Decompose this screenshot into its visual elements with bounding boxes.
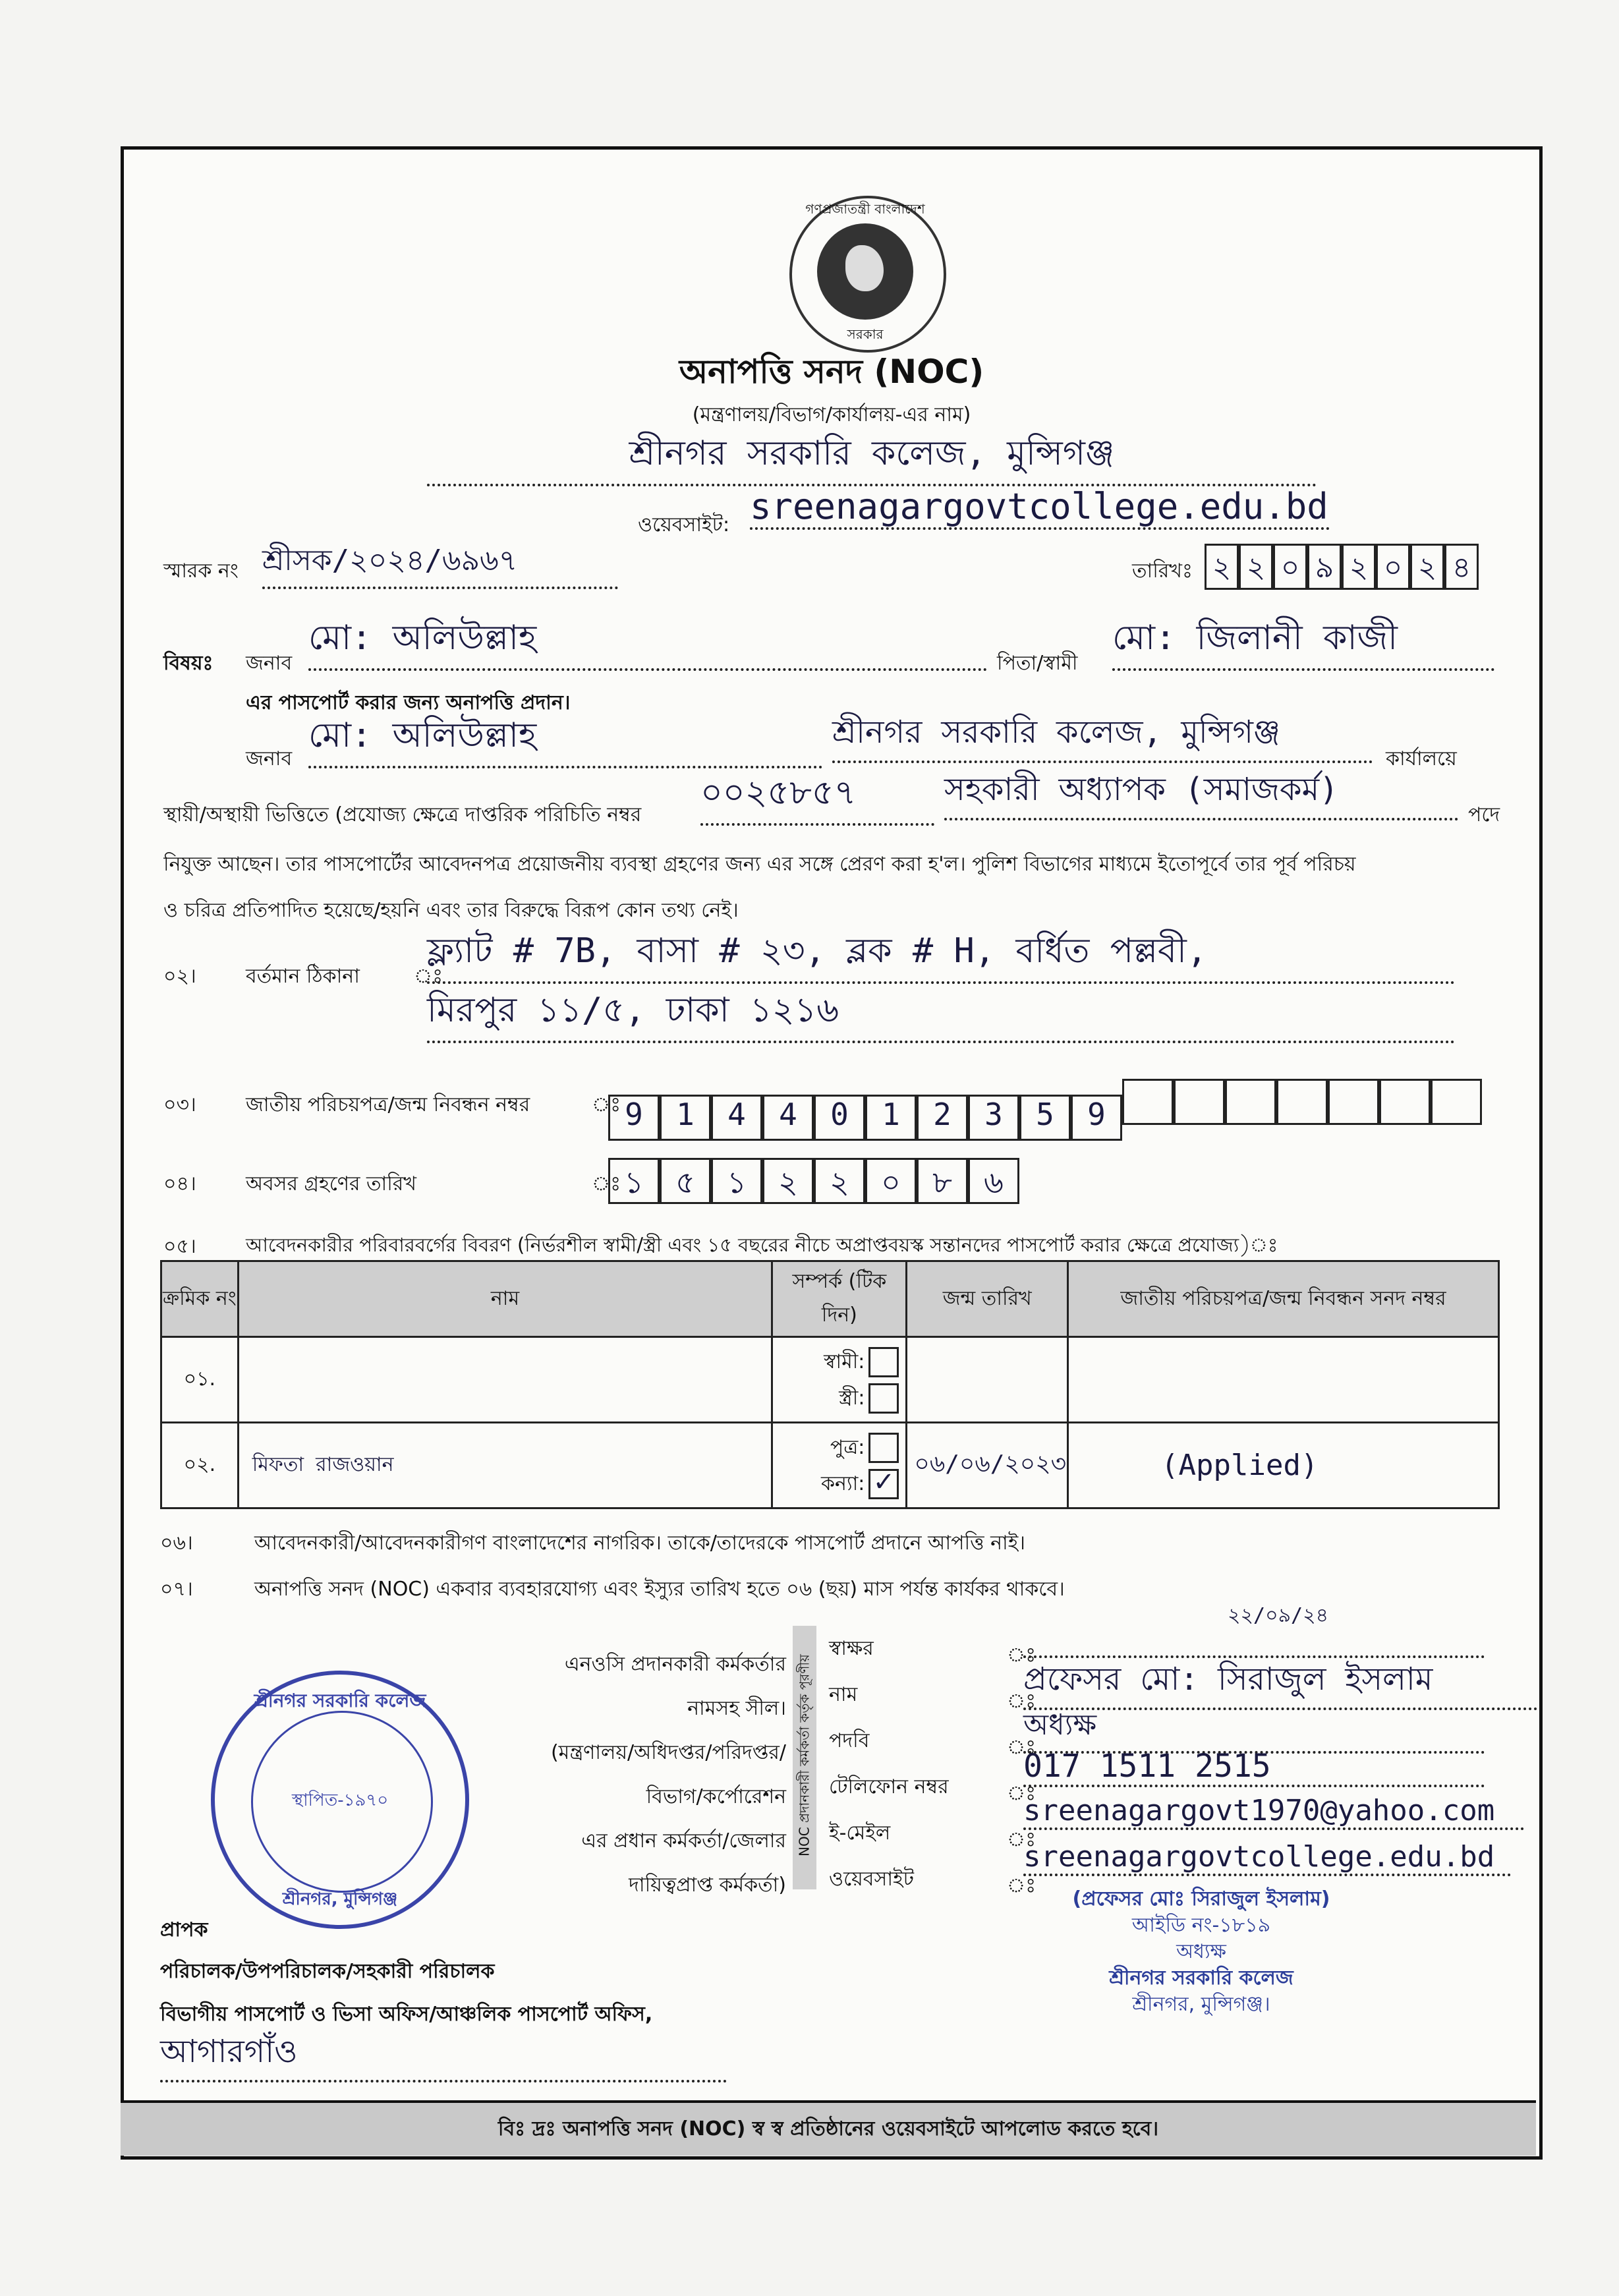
body-office: শ্রীনগর সরকারি কলেজ, মুন্সিগঞ্জ	[832, 708, 1373, 763]
designation: সহকারী অধ্যাপক (সমাজকর্ম)	[944, 766, 1458, 820]
body-line3: নিযুক্ত আছেন। তার পাসপোর্টের আবেদনপত্র প্রয়োজনীয় ব্যবস্থা গ্রহণের জন্য এর সঙ্গে প্রেরণ করা হ'ল। পুলিশ বিভাগের মাধ্যমে ইতোপূর্বে তার পূর্ব পরিচয়	[163, 853, 1356, 876]
nid-digit: 5	[1019, 1095, 1071, 1141]
retire-digit: ২	[762, 1158, 814, 1204]
body-line2-prefix: স্থায়ী/অস্থায়ী ভিত্তিতে (প্রযোজ্য ক্ষেত্রে দাপ্তরিক পরিচিতি নম্বর	[163, 803, 642, 826]
memo-label: স্মারক নং	[163, 560, 239, 583]
relation-wife-label: স্ত্রী:	[839, 1386, 865, 1410]
email-label: ই-মেইল	[829, 1822, 891, 1845]
clause6-text: আবেদনকারী/আবেদনকারীগণ বাংলাদেশের নাগরিক। তাকে/তাদেরকে পাসপোর্ট প্রদানে আপত্তি নাই।	[254, 1532, 1026, 1555]
footer-note: বিঃ দ্রঃ অনাপত্তি সনদ (NOC) স্ব স্ব প্রতিষ্ঠানের ওয়েবসাইটে আপলোড করতে হবে।	[497, 2117, 1159, 2140]
address-line1: ফ্ল্যাট # 7B, বাসা # ২৩, ব্লক # H, বর্ধিত পল্লবী,	[427, 924, 1455, 984]
retire-digit: ৬	[968, 1158, 1019, 1204]
subject-name: মো: অলিউল্লাহ	[308, 611, 987, 671]
office-suffix: কার্যালয়ে	[1386, 747, 1457, 770]
th-name: নাম	[238, 1261, 772, 1337]
footer-note-band	[121, 2100, 1536, 2156]
officer-desc	[509, 1642, 786, 1907]
retire-digit: ২	[814, 1158, 865, 1204]
id-number: ০০২৫৮৫৭	[700, 766, 934, 826]
date-digit: ২	[1205, 544, 1239, 590]
document-title: অনাপত্তি সনদ (NOC)	[679, 353, 984, 391]
address-label: বর্তমান ঠিকানা	[246, 965, 360, 988]
stamp-inner-text: স্থাপিত-১৯৭০	[291, 1791, 389, 1810]
retire-digit: ৫	[660, 1158, 711, 1204]
college-round-stamp	[211, 1671, 469, 1929]
date-digit: ৪	[1444, 544, 1479, 590]
officer-website: sreenagargovtcollege.edu.bd	[1023, 1840, 1511, 1876]
retire-label: অবসর গ্রহণের তারিখ	[246, 1172, 416, 1195]
noc-vertical-label: NOC প্রদানকারী কর্মকর্তা কর্তৃক পূরণীয়	[796, 1654, 812, 1856]
nid-digit: 1	[660, 1095, 711, 1141]
body-name: মো: অলিউল্লাহ	[308, 708, 822, 768]
family-label: আবেদনকারীর পরিবারবর্গের বিবরণ (নির্ভরশীল স্বামী/স্ত্রী এবং ১৫ বছরের নীচে অপ্রাপ্তবয়স্ক সন্তানদের পাসপোর্ট করার ক্ষেত্রে প্রযোজ্য)ঃ	[246, 1234, 1278, 1256]
signature-date: ২২/০৯/২৪	[1228, 1604, 1329, 1627]
officer-desc-line: এনওসি প্রদানকারী কর্মকর্তার	[564, 1653, 786, 1676]
row-nid: (Applied)	[1068, 1423, 1499, 1508]
subject-label: বিষয়ঃ	[163, 652, 213, 675]
recipient-label: প্রাপক	[160, 1918, 208, 1941]
row-serial: ০২.	[161, 1423, 239, 1508]
date-digit: ০	[1376, 544, 1410, 590]
officer-desc-line: নামসহ সীল।	[687, 1697, 786, 1720]
subject-purpose: এর পাসপোর্ট করার জন্য অনাপত্তি প্রদান।	[246, 691, 571, 714]
retire-num: ০৪।	[163, 1172, 196, 1195]
seal-bottom-text: সরকার	[847, 326, 884, 342]
relation-daughter-label: কন্যা:	[821, 1472, 865, 1495]
body-line4: ও চরিত্র প্রতিপাদিত হয়েছে/হয়নি এবং তার বিরুদ্ধে বিরূপ কোন তথ্য নেই।	[163, 899, 739, 922]
th-nid: জাতীয় পরিচয়পত্র/জন্ম নিবন্ধন সনদ নম্বর	[1068, 1261, 1499, 1337]
officer-desc-line: বিভাগ/কর্পোরেশন	[646, 1785, 786, 1808]
th-serial: ক্রমিক নং	[161, 1261, 239, 1337]
name-label: নাম	[829, 1683, 858, 1706]
phone-label: টেলিফোন নম্বর	[829, 1775, 949, 1798]
officer-phone: 017 1511 2515	[1023, 1748, 1485, 1787]
principal-stamp	[977, 1886, 1425, 2018]
date-digit: ০	[1273, 544, 1307, 590]
nid-digit: 1	[865, 1095, 917, 1141]
date-digit: ৯	[1307, 544, 1342, 590]
designation-label: পদবি	[829, 1729, 870, 1752]
stamp-line: (প্রফেসর মোঃ সিরাজুল ইসলাম)	[1072, 1887, 1330, 1910]
officer-email: sreenagargovt1970@yahoo.com	[1023, 1794, 1524, 1830]
post-suffix: পদে	[1468, 803, 1500, 826]
date-digit: ২	[1239, 544, 1273, 590]
officer-desc-line: দায়িত্বপ্রাপ্ত কর্মকর্তা)	[629, 1874, 786, 1897]
nid-digit: 0	[814, 1095, 865, 1141]
relation-son-label: পুত্র:	[830, 1435, 865, 1459]
stamp-line: শ্রীনগর, মুন্সিগঞ্জ।	[1132, 1993, 1270, 2016]
nid-digit: 9	[1071, 1095, 1122, 1141]
retire-digit: ১	[711, 1158, 762, 1204]
nid-label: জাতীয় পরিচয়পত্র/জন্ম নিবন্ধন নম্বর	[246, 1093, 530, 1116]
retire-digit: ১	[608, 1158, 660, 1204]
noc-vertical-band	[793, 1626, 816, 1889]
clause7-text: অনাপত্তি সনদ (NOC) একবার ব্যবহারযোগ্য এবং ইস্যুর তারিখ হতে ০৬ (ছয়) মাস পর্যন্ত কার্যকর থাকবে।	[254, 1578, 1065, 1601]
address-num: ০২।	[163, 965, 196, 988]
website-label: ওয়েবসাইট:	[638, 513, 730, 536]
nid-digit: 4	[762, 1095, 814, 1141]
clause7-num: ০৭।	[160, 1578, 193, 1601]
stamp-line: অধ্যক্ষ	[1176, 1940, 1226, 1963]
nid-digit: 9	[608, 1095, 660, 1141]
office-name: শ্রীনগর সরকারি কলেজ, মুন্সিগঞ্জ	[427, 426, 1317, 486]
date-digit: ২	[1342, 544, 1376, 590]
recipient-place: আগারগাঁও	[160, 2028, 727, 2082]
th-dob: জন্ম তারিখ	[907, 1261, 1068, 1337]
officer-name: প্রফেসর মো: সিরাজুল ইসলাম	[1023, 1655, 1537, 1710]
recipient-line2: বিভাগীয় পাসপোর্ট ও ভিসা অফিস/আঞ্চলিক পাসপোর্ট অফিস,	[160, 2003, 653, 2026]
noc-form-lower: ০৬। আবেদনকারী/আবেদনকারীগণ বাংলাদেশের নাগরিক। তাকে/তাদেরকে পাসপোর্ট প্রদানে আপত্তি নাই। ০৭। অনাপত্তি সনদ (NOC) একবার ব্যবহারযোগ্য এবং ইস্যুর তারিখ হতে ০৬ (ছয়) মাস পর্যন্ত কার্যকর থাকবে। এনওসি প্রদানকারী কর্মকর্তার নামসহ সীল। (মন্ত্রণালয়/অধিদপ্তর/পরিদপ্তর/ বিভাগ/কর্পোরেশন এর প্রধান কর্মকর্তা/জেলার দায়িত্বপ্রাপ্ত কর্মকর্তা) NOC প্রদানকারী কর্মকর্তা কর্তৃক পূরণীয় স্বাক্ষর নাম পদবি টেলিফোন নম্বর ই-মেইল ওয়েবসাইট ঃ ঃ ঃ ঃ ঃ ঃ ২২/০৯/২৪ প্রফেসর মো: সিরাজুল ইসলাম অধ্যক্ষ 017 1511 2515 sreenagargovt1970@yahoo.com sreenagargovtcollege.edu.bd (প্রফেসর মোঃ সিরাজুল ইসলাম) আইডি নং-১৮১৯ অধ্যক্ষ শ্রীনগর সরকারি কলেজ শ্রীনগর, মুন্সিগঞ্জ। প্রাপক পরিচালক/উপপরিচালক/সহকারী পরিচালক বিভাগীয় পাসপোর্ট ও ভিসা অফিস/আঞ্চলিক পাসপোর্ট অফিস, আগারগাঁও বিঃ দ্রঃ অনাপত্তি সনদ (NOC) স্ব স্ব প্রতিষ্ঠানের ওয়েবসাইটে আপলোড করতে হবে।	[121, 146, 1536, 2153]
recipient-line1: পরিচালক/উপপরিচালক/সহকারী পরিচালক	[160, 1960, 495, 1983]
relation-husband-label: স্বামী:	[824, 1350, 865, 1373]
officer-desc-line: এর প্রধান কর্মকর্তা/জেলার	[581, 1829, 786, 1852]
body-janab: জনাব	[246, 747, 293, 770]
retire-digit: ০	[865, 1158, 917, 1204]
website-value: sreenagargovtcollege.edu.bd	[750, 486, 1330, 530]
stamp-line: শ্রীনগর সরকারি কলেজ	[1109, 1966, 1293, 1990]
ministry-label: (মন্ত্রণালয়/বিভাগ/কার্যালয়-এর নাম)	[692, 403, 971, 426]
seal-top-text: গণপ্রজাতন্ত্রী বাংলাদেশ	[805, 201, 925, 217]
date-digit: ২	[1410, 544, 1444, 590]
row-dob: ০৬/০৬/২০২৩	[907, 1423, 1068, 1508]
officer-designation: অধ্যক্ষ	[1023, 1703, 1485, 1754]
nid-digit: 3	[968, 1095, 1019, 1141]
officer-desc-line: (মন্ত্রণালয়/অধিদপ্তর/পরিদপ্তর/	[550, 1741, 786, 1764]
date-label: তারিখঃ	[1132, 560, 1193, 583]
noc-form: গণপ্রজাতন্ত্রী বাংলাদেশ সরকার অনাপত্তি সনদ (NOC) (মন্ত্রণালয়/বিভাগ/কার্যালয়-এর নাম) শ্রীনগর সরকারি কলেজ, মুন্সিগঞ্জ ওয়েবসাইট: sreenagargovtcollege.edu.bd স্মারক নং শ্রীসক/২০২৪/৬৯৬৭ তারিখঃ ২ ২ ০ ৯ ২ ০ ২ ৪ বিষয়ঃ জনাব মো: অলিউল্লাহ পিতা/স্বামী মো: জিলানী কাজী এর পাসপোর্ট করার জন্য অনাপত্তি প্রদান। জনাব মো: অলিউল্লাহ শ্রীনগর সরকারি কলেজ, মুন্সিগঞ্জ কার্যালয়ে স্থায়ী/অস্থায়ী ভিত্তিতে (প্রযোজ্য ক্ষেত্রে দাপ্তরিক পরিচিতি নম্বর ০০২৫৮৫৭ সহকারী অধ্যাপক (সমাজকর্ম) পদে নিযুক্ত আছেন। তার পাসপোর্টের আবেদনপত্র প্রয়োজনীয় ব্যবস্থা গ্রহণের জন্য এর সঙ্গে প্রেরণ করা হ'ল। পুলিশ বিভাগের মাধ্যমে ইতোপূর্বে তার পূর্ব পরিচয় ও চরিত্র প্রতিপাদিত হয়েছে/হয়নি এবং তার বিরুদ্ধে বিরূপ কোন তথ্য নেই। ০২। বর্তমান ঠিকানা ঃ ফ্ল্যাট # 7B, বাসা # ২৩, ব্লক # H, বর্ধিত পল্লবী, মিরপুর ১১/৫, ঢাকা ১২১৬ ০৩। জাতীয় পরিচয়পত্র/জন্ম নিবন্ধন নম্বর ঃ 9 1 4 4 0 1 2 3 5 9 ০৪। অবসর গ্রহণের তারিখ ঃ ১ ৫ ১ ২ ২ ০ ৮ ৬ ০৫। আবেদনকারীর পরিবারবর্গের বিবরণ (নির্ভরশীল স্বামী/স্ত্রী এবং ১৫ বছরের নীচে অপ্রাপ্তবয়স্ক সন্তানদের পাসপোর্ট করার ক্ষেত্রে প্রযোজ্য)ঃ	[121, 146, 1543, 2160]
th-relation: সম্পর্ক (টিক দিন)	[772, 1261, 907, 1337]
retire-digit: ৮	[917, 1158, 968, 1204]
stamp-outer-text: শ্রীনগর সরকারি কলেজ	[254, 1690, 426, 1711]
row-name: মিফতা রাজওয়ান	[238, 1423, 772, 1508]
family-num: ০৫।	[163, 1235, 196, 1258]
row-serial: ০১.	[161, 1337, 239, 1423]
stamp-line: আইডি নং-১৮১৯	[1131, 1914, 1271, 1937]
memo-value: শ্রীসক/২০২৪/৬৯৬৭	[262, 538, 618, 589]
father-label: পিতা/স্বামী	[997, 652, 1078, 675]
signature-label: স্বাক্ষর	[829, 1637, 874, 1660]
nid-digit: 4	[711, 1095, 762, 1141]
nid-num: ০৩।	[163, 1093, 196, 1116]
daughter-checkbox[interactable]: ✓	[868, 1469, 899, 1499]
stamp-bottom-text: শ্রীনগর, মুন্সিগঞ্জ	[282, 1889, 398, 1909]
clause6-num: ০৬।	[160, 1532, 193, 1555]
father-name: মো: জিলানী কাজী	[1112, 611, 1494, 671]
address-line2: মিরপুর ১১/৫, ঢাকা ১২১৬	[427, 983, 1455, 1043]
officer-website-label: ওয়েবসাইট	[829, 1868, 914, 1891]
nid-digit: 2	[917, 1095, 968, 1141]
subject-janab: জনাব	[246, 652, 293, 675]
